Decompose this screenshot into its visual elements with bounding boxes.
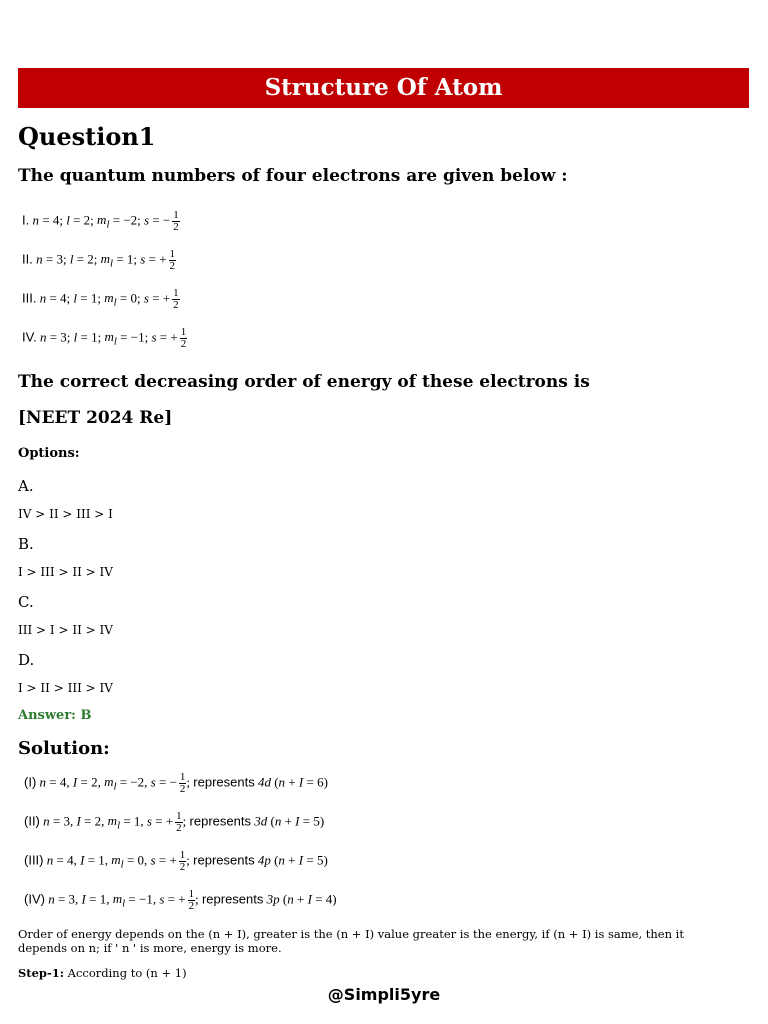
option-d-value: I > II > III > IV <box>18 681 113 695</box>
solution-line-4: (IV) n = 3, I = 1, $m_l = -1$, s = + $\frac{1}{2}$ ; represents 3p (n + I = 4) <box>24 888 337 912</box>
solution-step-1 <box>18 966 187 980</box>
option-d-label: D. <box>18 651 35 669</box>
solution-line-3: (III) n = 4, I = 1, $m_l = 0$, s = + $\frac{1}{2}$ ; represents 4p (n + I = 5) <box>24 849 328 873</box>
option-a-value: IV > II > III > I <box>18 507 113 521</box>
solution-line-2: (II) n = 3, I = 2, $m_l = 1$, s = + $\frac{1}{2}$ ; represents 3d (n + I = 5) <box>24 810 325 834</box>
options-heading: Options: <box>18 446 80 461</box>
solution-explanation: Order of energy depends on the (n + I), greater is the (n + I) value greater is the energy, if (n + I) is same, then it depends on n; if ' n ' is more, energy is more. <box>18 927 684 955</box>
answer-text: Answer: B <box>18 708 92 723</box>
question-prompt: The correct decreasing order of energy of these electrons is <box>18 372 590 392</box>
question-intro: The quantum numbers of four electrons are given below : <box>18 166 568 186</box>
chapter-banner: Structure Of Atom <box>18 68 749 108</box>
exam-tag: [NEET 2024 Re] <box>18 408 173 428</box>
step-label: Step-1: <box>18 966 64 980</box>
option-c-label: C. <box>18 593 34 611</box>
quantum-set-4: IV. n = 3; l = 1; $m_l = -1$; s = + $\frac{1}{2}$ <box>22 326 187 350</box>
quantum-set-3: III. n = 4; l = 1; $m_l = 0$; s = + $\frac{1}{2}$ <box>22 287 179 311</box>
quantum-set-2: II. n = 3; l = 2; $m_l = 1$; s = + $\frac{1}{2}$ <box>22 248 176 272</box>
option-c-value: III > I > II > IV <box>18 623 113 637</box>
watermark: @Simpli5yre <box>327 985 441 1004</box>
option-b-label: B. <box>18 535 34 553</box>
solution-line-1: (I) n = 4, I = 2, $m_l = -2$, s = − $\frac{1}{2}$ ; represents 4d (n + I = 6) <box>24 771 328 795</box>
step-text: According to (n + 1) <box>64 966 187 980</box>
option-b-value: I > III > II > IV <box>18 565 113 579</box>
solution-heading: Solution: <box>18 738 110 759</box>
quantum-set-1: I. n = 4; l = 2; $m_l = -2$; s = − $\frac{1}{2}$ <box>22 209 179 233</box>
option-a-label: A. <box>18 477 34 495</box>
question-title: Question1 <box>18 122 156 151</box>
